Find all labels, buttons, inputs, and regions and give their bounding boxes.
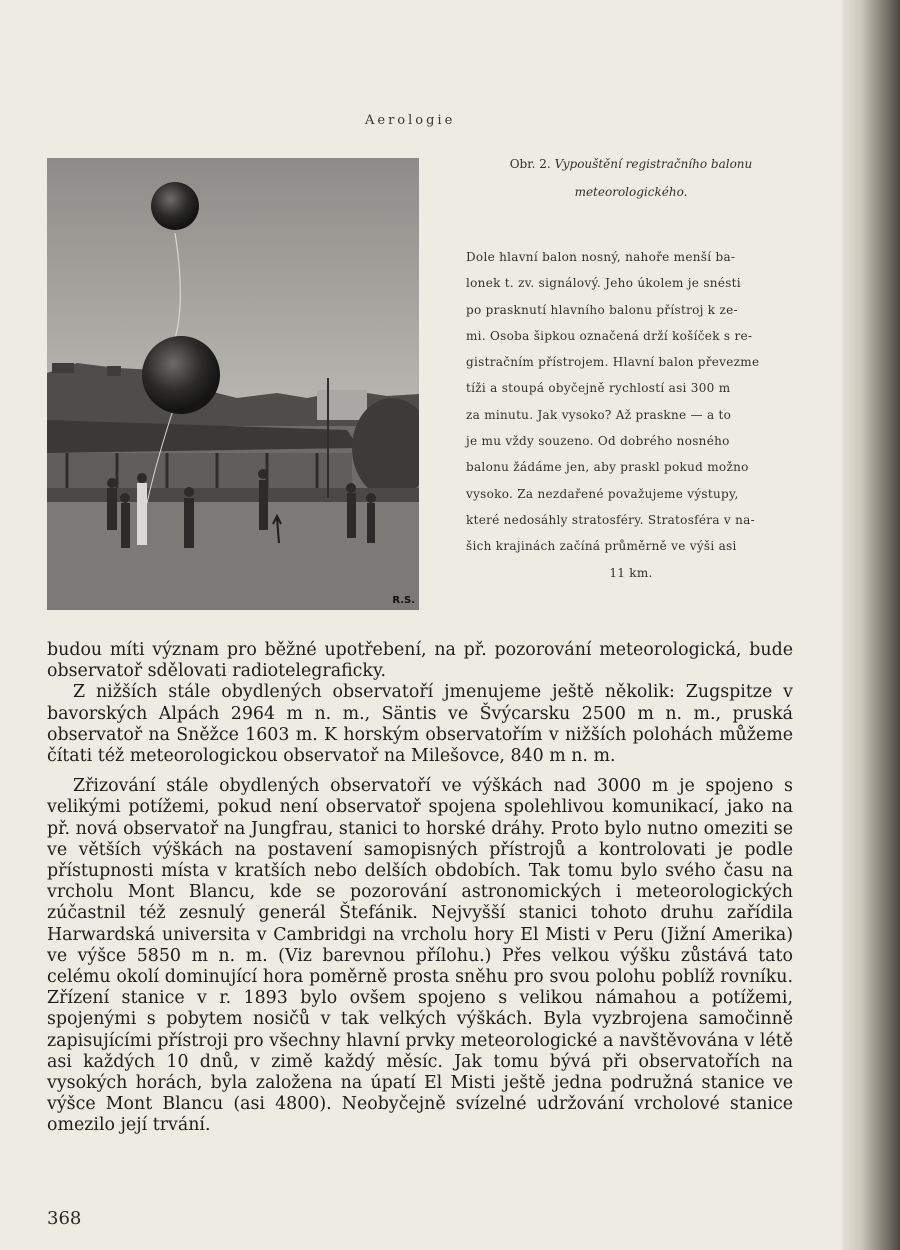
paragraph-observatories: Z nižších stále obydlených observatoří jmenujeme ještě několik: Zugspitze v bavorských Alpách 2964 m n. m., Säntis ve Švýcarsku 2500 m n. m., pruská observatoř na Sněžce 1603 m. K horským observatořím v nižších polohách můžeme čítati též meteorologickou observatoř na Milešovce, 840 m n. m.: [47, 682, 793, 767]
figure-title: [466, 150, 796, 206]
running-header: Aerologie: [365, 113, 456, 128]
paragraph-high-stations: Zřizování stále obydlených observatoří ve výškách nad 3000 m je spojeno s velikými potížemi, pokud není observatoř spojena spolehlivou komunikací, jako na př. nová observatoř na Jungfrau, stanici to horské dráhy. Proto bylo nutno omeziti se ve větších výškách na postavení samopisných přístrojů a kontrolovati je podle přístupnosti místa v kratších nebo delších obdobích. Tak tomu bylo svého času na vrcholu Mont Blancu, kde se pozorování astronomických i meteorologických zúčastnil též zesnulý generál Štefánik. Nejvyšší stanici tohoto druhu zařídila Harwardská universita v Cambridgi na vrcholu hory El Misti v Peru (Jižní Amerika) ve výšce 5850 m n. m. (Viz barevnou přílohu.) Přes velkou výšku zůstává tato celému okolí dominující hora poměrně prosta sněhu pro svou polohu poblíž rovníku. Zřízení stanice v r. 1893 bylo ovšem spojeno s velikou námahou a potížemi, spojenými s pobytem nosičů v tak velkých výškách. Byla vyzbrojena samočinně zapisujícími přístroji pro všechny hlavní prvky meteorologické a navštěvována v létě asi každých 10 dnů, v zimě každý měsíc. Jak tomu bývá při observatořích na vysokých horách, byla založena na úpatí El Misti ještě jedna podružná stanice ve výšce Mont Blancu (asi 4800). Neobyčejně svízelné udržování vrcholové stanice omezilo její trvání.: [47, 776, 793, 1136]
caption-line: gistračním přístrojem. Hlavní balon převezme: [466, 355, 760, 370]
caption-line: které nedosáhly stratosféry. Stratosféra v na-: [466, 512, 755, 527]
caption-last-line: 11 km.: [609, 565, 653, 580]
caption-body: [466, 244, 796, 586]
caption-line: po prasknutí hlavního balonu přístroj k ze-: [466, 302, 738, 317]
figure-label: Obr. 2.: [509, 157, 551, 171]
paragraph-continuation: budou míti význam pro běžné upotřebení, na př. pozorování meteorologická, bude observatoř sdělovati radiotelegraficky.: [47, 640, 793, 682]
caption-line: Dole hlavní balon nosný, nahoře menší ba-: [466, 250, 736, 264]
caption-line: vysoko. Za nezdařené považujeme výstupy,: [466, 486, 739, 501]
caption-line: balonu žádáme jen, aby praskl pokud možno: [466, 460, 749, 475]
balloon-photo: [47, 158, 419, 610]
caption-line: tíži a stoupá obyčejně rychlostí asi 300 m: [466, 381, 731, 396]
caption-line: šich krajinách začíná průměrně ve výši asi: [466, 539, 737, 554]
caption-line: je mu vždy souzeno. Od dobrého nosného: [466, 434, 730, 449]
photo-signature: R.S.: [392, 595, 415, 606]
caption-line: za minutu. Jak vysoko? Až praskne — a to: [466, 407, 732, 422]
figure-title-line-1: Vypouštění registračního balonu: [554, 157, 753, 171]
caption-line: lonek t. zv. signálový. Jeho úkolem je snésti: [466, 276, 741, 291]
figure-caption: [466, 150, 796, 586]
caption-line: mi. Osoba šipkou označená drží košíček s re-: [466, 328, 753, 343]
main-text: [47, 640, 793, 1137]
figure-title-line-2: meteorologického.: [574, 185, 688, 199]
page-number: 368: [47, 1208, 82, 1229]
book-spine-shadow: [842, 0, 900, 1250]
